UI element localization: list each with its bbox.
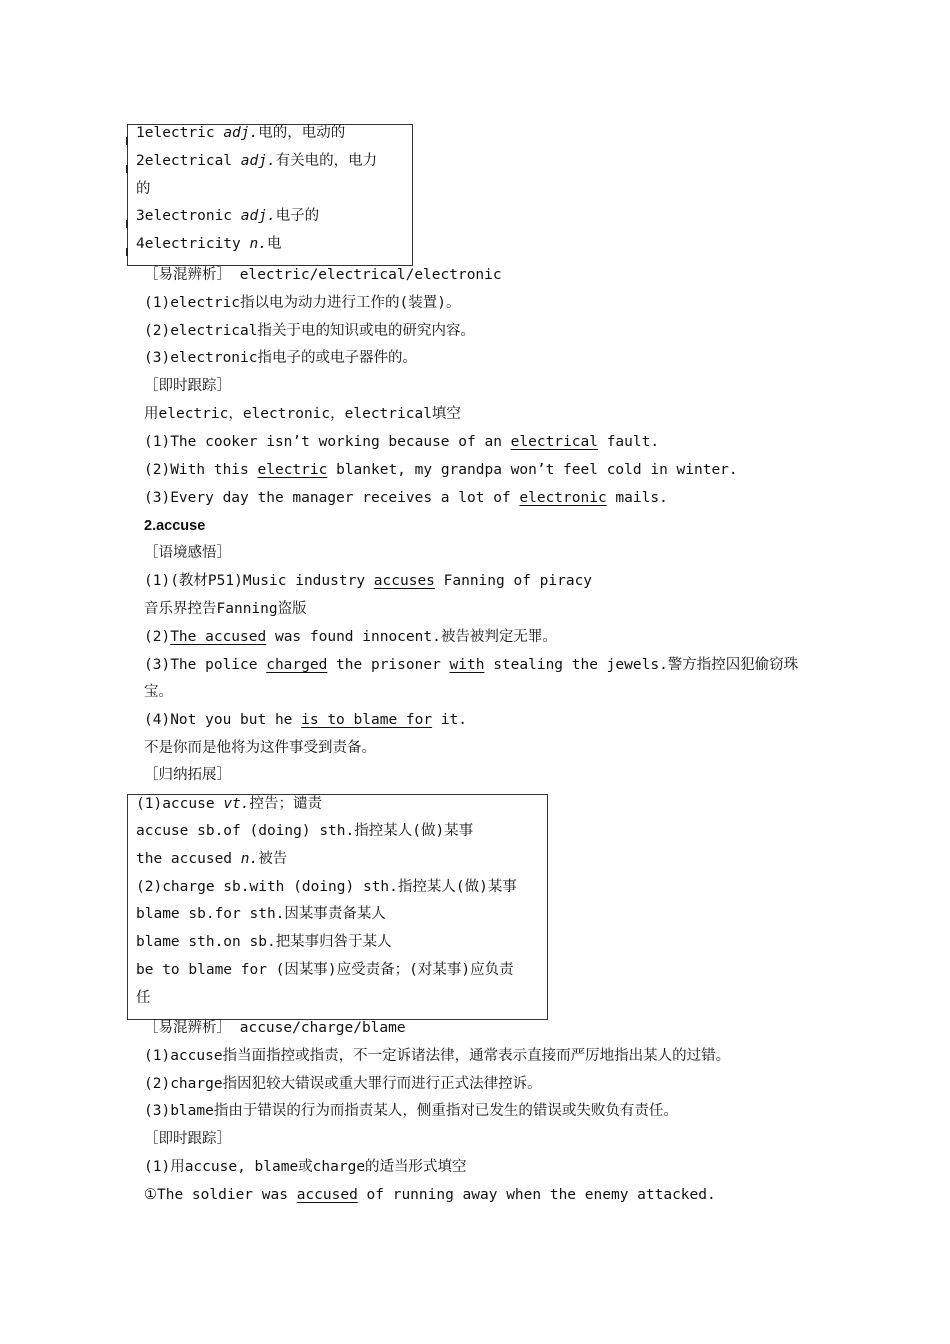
keyword: accuses [373,573,435,589]
explanation-line: (2)electrical指关于电的知识或电的研究内容。 [144,323,475,339]
explanation-line: (3)blame指由于错误的行为而指责某人，侧重指对已发生的错误或失败负有责任。 [144,1103,678,1119]
translation: 音乐界控告Fanning盗版 [144,601,307,617]
example-sentence-cont: 宝。 [144,684,173,700]
vocab-entry-electrical: 2electrical adj.有关电的，电力 [136,153,378,169]
summary-line: 任 [136,990,151,1006]
vocab-entry-electricity: 4electricity n.电 [136,236,282,252]
answer: accused [296,1187,358,1203]
exercise-item: ①The soldier was accused of running away when the enemy attacked. [144,1187,716,1203]
explanation-line: (1)accuse指当面指控或指责，不一定诉诸法律，通常表示直接而严厉地指出某人的过错。 [144,1048,731,1064]
answer: electronic [519,490,607,506]
exercise-item: (3)Every day the manager receives a lot of electronic mails. [144,490,668,506]
vocab-entry-electric: 1electric adj.电的，电动的 [136,125,346,141]
summary-line: the accused n.被告 [136,851,288,867]
exercise-item: (2)With this electric blanket, my grandpa won’t feel cold in winter. [144,462,738,478]
explanation-line: (3)electronic指电子的或电子器件的。 [144,350,417,366]
summary-line: accuse sb.of (doing) sth.指控某人(做)某事 [136,823,474,839]
keyword: is to blame for [301,712,433,728]
answer: electric [257,462,328,478]
explanation-line: (1)electric指以电为动力进行工作的(装置)。 [144,295,461,311]
box-marker [126,220,128,228]
answer: electrical [510,434,598,450]
example-sentence: (1)(教材P51)Music industry accuses Fanning of piracy [144,573,593,589]
summary-line: be to blame for (因某事)应受责备；(对某事)应负责 [136,962,514,978]
box-marker [126,137,128,145]
summary-line: blame sb.for sth.因某事责备某人 [136,906,386,922]
box-marker [126,248,128,256]
exercise-instruction: (1)用accuse, blame或charge的适当形式填空 [144,1159,467,1175]
example-sentence: (2)The accused was found innocent.被告被判定无罪。 [144,629,557,645]
section-heading: ［即时跟踪］ [144,1131,231,1147]
exercise-item: (1)The cooker isn’t working because of an electrical fault. [144,434,660,450]
explanation-line: (2)charge指因犯较大错误或重大罪行而进行正式法律控诉。 [144,1076,542,1092]
section-heading: ［语境感悟］ [144,545,231,561]
section-heading: ［归纳拓展］ [144,767,231,783]
keyword: charged [266,657,328,673]
section-heading: ［即时跟踪］ [144,378,231,394]
exercise-instruction: 用electric，electronic，electrical填空 [144,406,461,422]
entry-title: 2.accuse [144,518,206,534]
example-sentence: (3)The police charged the prisoner with stealing the jewels.警方指控囚犯偷窃珠 [144,657,799,673]
section-heading: ［易混辨析］ electric/electrical/electronic [144,267,502,283]
box-marker [126,165,128,173]
keyword: The accused [170,629,267,645]
vocab-entry-electronic: 3electronic adj.电子的 [136,208,320,224]
translation: 不是你而是他将为这件事受到责备。 [144,740,376,756]
keyword: with [449,657,485,673]
summary-line: (1)accuse vt.控告；谴责 [136,796,323,812]
summary-line: blame sth.on sb.把某事归咎于某人 [136,934,392,950]
summary-line: (2)charge sb.with (doing) sth.指控某人(做)某事 [136,879,517,895]
section-heading: ［易混辨析］ accuse/charge/blame [144,1020,406,1036]
vocab-entry-electrical-cont: 的 [136,181,151,197]
example-sentence: (4)Not you but he is to blame for it. [144,712,468,728]
